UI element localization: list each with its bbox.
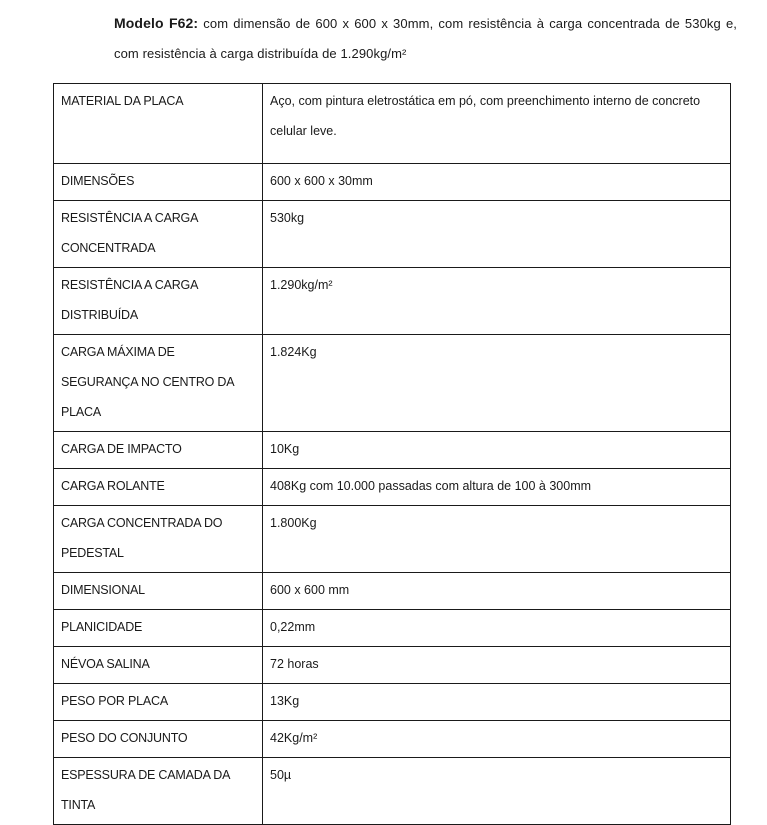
row-label: PESO POR PLACA [54, 684, 263, 721]
table-row [54, 684, 731, 721]
row-label: CARGA DE IMPACTO [54, 432, 263, 469]
row-value: 13Kg [263, 684, 731, 721]
row-label: DIMENSÕES [54, 164, 263, 201]
table-row [54, 432, 731, 469]
model-label: Modelo F62: [114, 15, 199, 31]
row-label: NÉVOA SALINA [54, 647, 263, 684]
row-label: PLANICIDADE [54, 610, 263, 647]
row-label: RESISTÊNCIA A CARGA DISTRIBUÍDA [54, 268, 263, 335]
row-value: Aço, com pintura eletrostática em pó, com preenchimento interno de concreto celular leve. [263, 84, 731, 164]
intro-paragraph [114, 8, 737, 69]
table-row [54, 469, 731, 506]
row-value: 530kg [263, 201, 731, 268]
row-value: 0,22mm [263, 610, 731, 647]
row-value: 42Kg/m² [263, 721, 731, 758]
table-row [54, 573, 731, 610]
row-value: 1.824Kg [263, 335, 731, 432]
row-label: PESO DO CONJUNTO [54, 721, 263, 758]
table-row [54, 610, 731, 647]
row-label: MATERIAL DA PLACA [54, 84, 263, 164]
row-value: 600 x 600 mm [263, 573, 731, 610]
table-row [54, 268, 731, 335]
row-value: 50µ [263, 758, 731, 825]
table-row [54, 201, 731, 268]
row-value: 600 x 600 x 30mm [263, 164, 731, 201]
row-label: CARGA MÁXIMA DE SEGURANÇA NO CENTRO DA PLACA [54, 335, 263, 432]
table-row [54, 647, 731, 684]
table-row [54, 335, 731, 432]
row-value: 10Kg [263, 432, 731, 469]
intro-text: com dimensão de 600 x 600 x 30mm, com resistência à carga concentrada de 530kg e, com resistência à carga distribuída de 1.290kg/m² [114, 16, 737, 61]
row-value: 1.290kg/m² [263, 268, 731, 335]
row-value: 1.800Kg [263, 506, 731, 573]
row-label: DIMENSIONAL [54, 573, 263, 610]
table-row [54, 506, 731, 573]
row-label: CARGA ROLANTE [54, 469, 263, 506]
table-row [54, 721, 731, 758]
row-label: ESPESSURA DE CAMADA DA TINTA [54, 758, 263, 825]
row-label: RESISTÊNCIA A CARGA CONCENTRADA [54, 201, 263, 268]
table-row [54, 758, 731, 825]
row-value: 72 horas [263, 647, 731, 684]
row-label: CARGA CONCENTRADA DO PEDESTAL [54, 506, 263, 573]
row-value: 408Kg com 10.000 passadas com altura de 100 à 300mm [263, 469, 731, 506]
table-row [54, 84, 731, 164]
table-row [54, 164, 731, 201]
spec-table [53, 83, 731, 825]
